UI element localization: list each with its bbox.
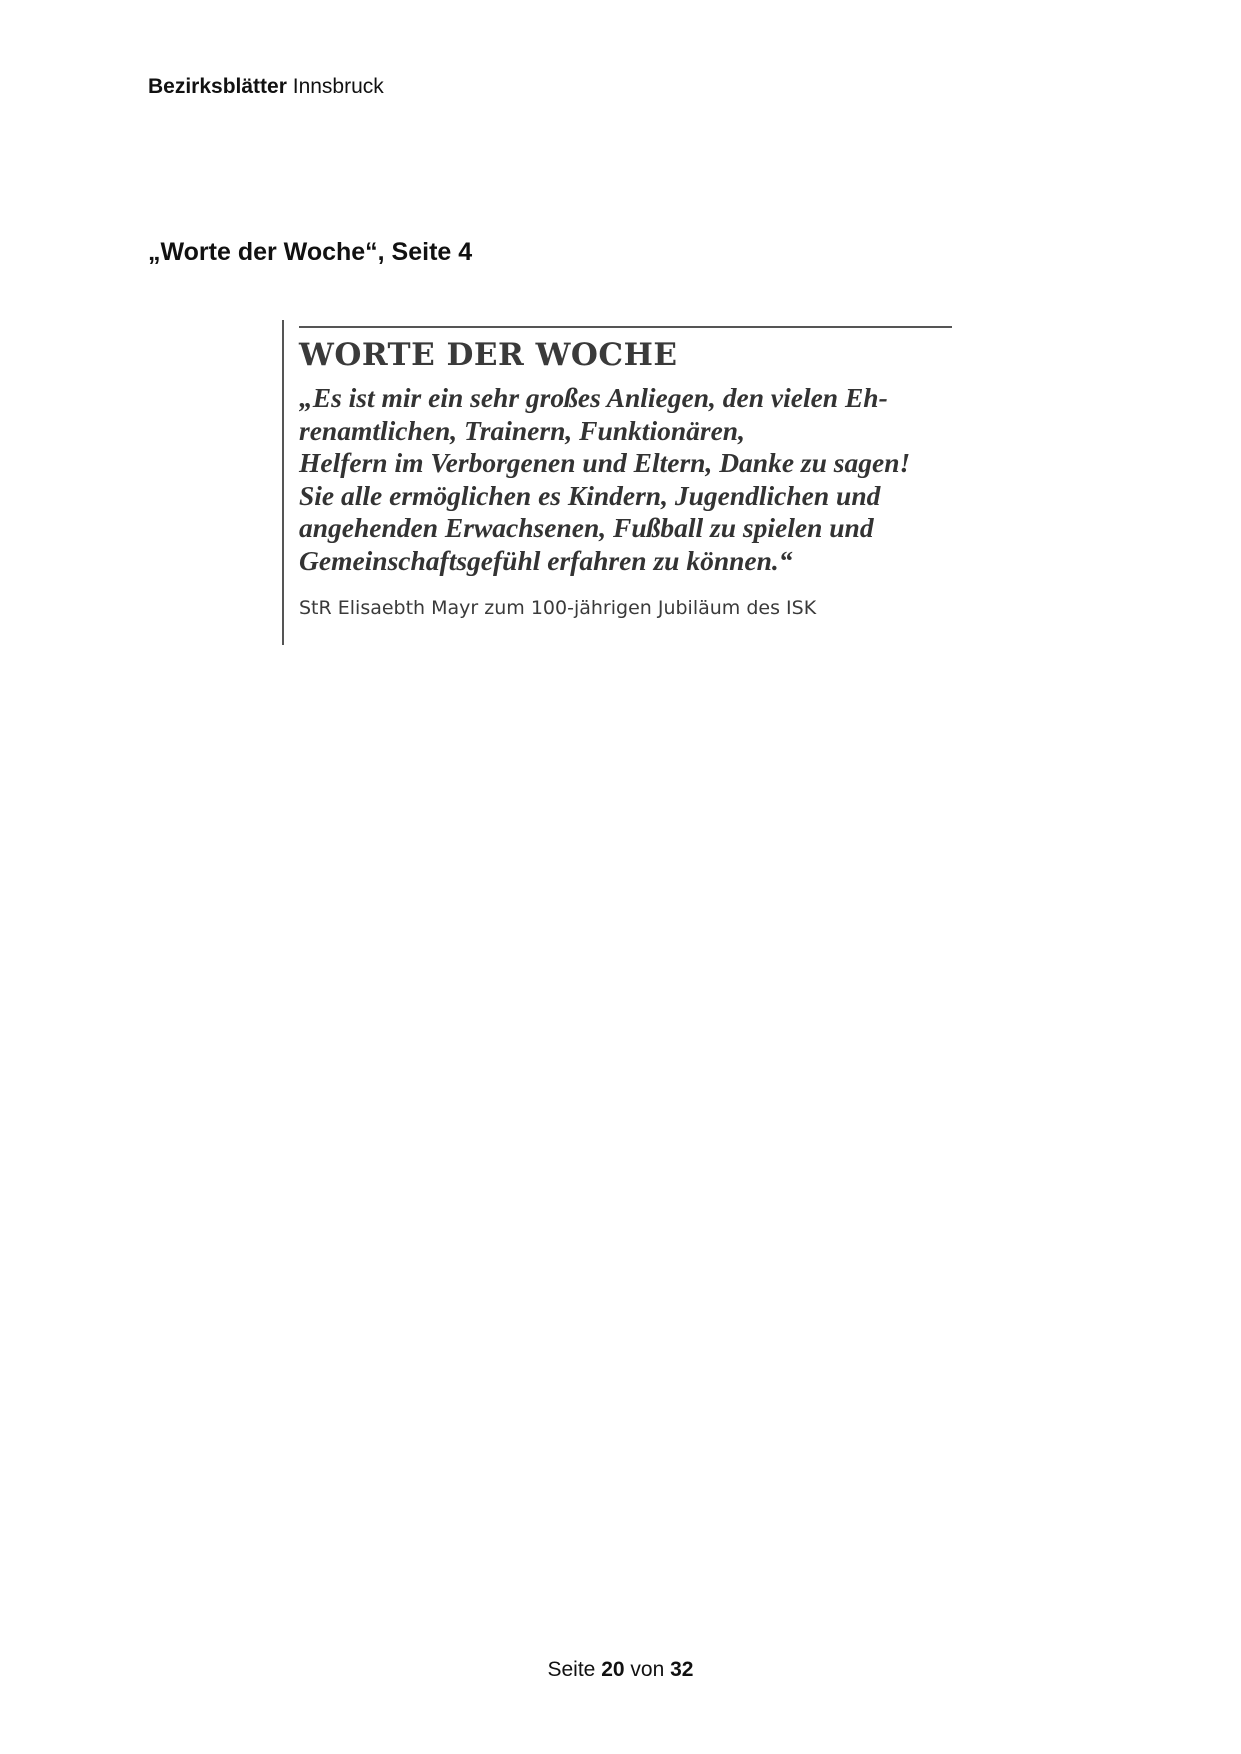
newspaper-clipping: [282, 320, 952, 645]
quote-line: Helfern im Verborgenen und Eltern, Danke zu sagen!: [299, 447, 911, 478]
page-footer: [0, 1657, 1241, 1683]
clipping-quote: [299, 382, 959, 577]
quote-line: „Es ist mir ein sehr großes Anliegen, den vielen Eh-: [299, 382, 888, 413]
clipping-kicker: WORTE DER WOCHE: [299, 337, 678, 373]
quote-line: Sie alle ermöglichen es Kindern, Jugendlichen und: [299, 479, 881, 511]
section-title: „Worte der Woche“, Seite 4: [148, 238, 473, 266]
publication-name: Bezirksblätter: [148, 75, 287, 98]
current-page-number: 20: [601, 1658, 625, 1681]
page-label: Seite: [547, 1658, 596, 1681]
document-header: [148, 74, 384, 100]
total-pages-number: 32: [670, 1658, 694, 1681]
clipping-credit: StR Elisaebth Mayr zum 100-jährigen Jubiläum des ISK: [299, 597, 817, 619]
quote-line: Gemeinschaftsgefühl erfahren zu können.“: [299, 544, 793, 576]
quote-line: renamtlichen, Trainern, Funktionären,: [299, 414, 745, 446]
quote-line: angehenden Erwachsenen, Fußball zu spielen und: [299, 512, 874, 543]
edition-name: Innsbruck: [292, 75, 384, 98]
clipping-top-rule: [299, 326, 952, 328]
page-separator: von: [630, 1658, 665, 1681]
